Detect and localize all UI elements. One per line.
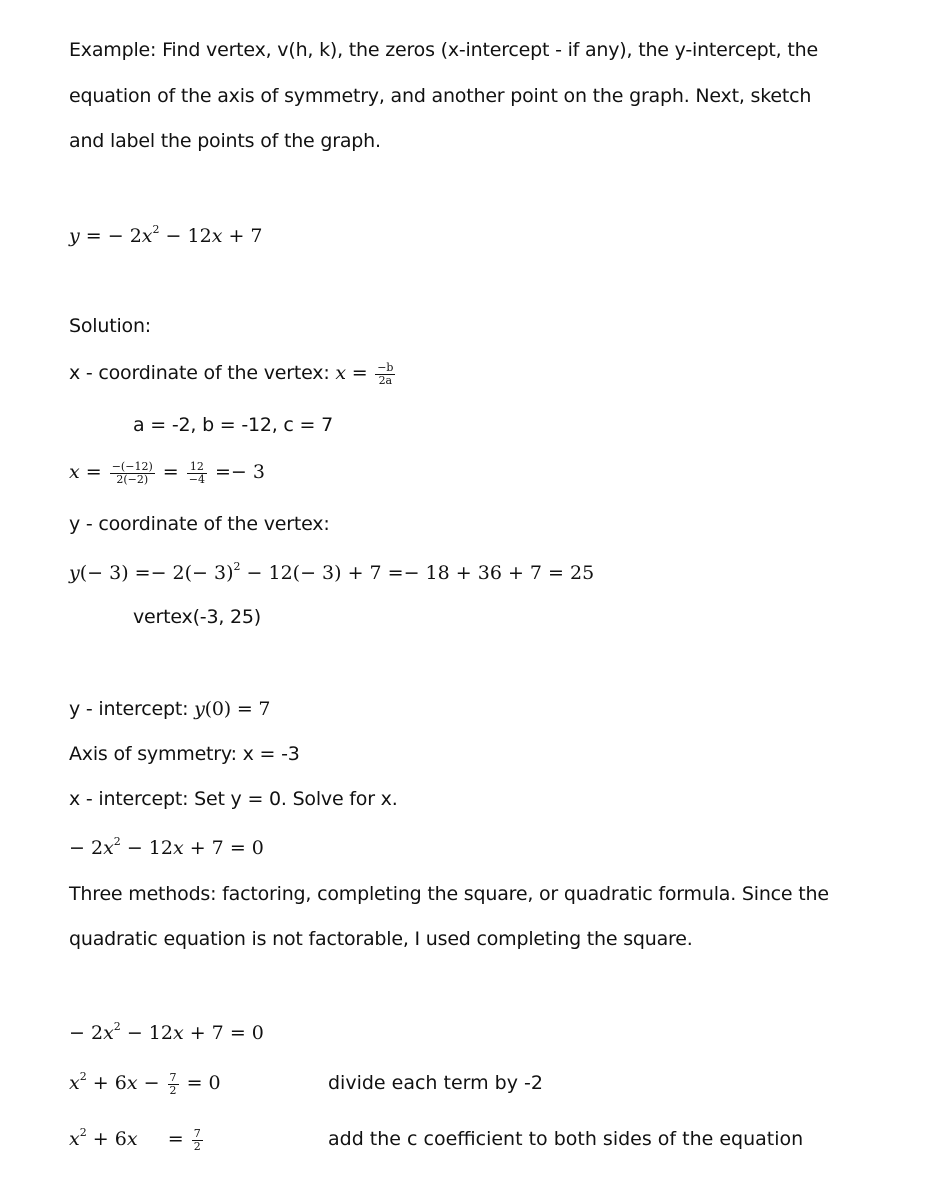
- y-coordinate-label: y - coordinate of the vertex:: [69, 513, 330, 535]
- step-3-fraction: $\frac{7}{2}$: [193, 1126, 201, 1153]
- x-intercept-label: x - intercept: Set y = 0. Solve for x.: [69, 788, 398, 810]
- x-intercept-equation: − $2x^2 - 12x + 7 = 0$: [69, 835, 264, 859]
- solution-label: Solution:: [69, 315, 152, 337]
- y-calc-line: $y(- 3) =- 2(- 3)^2 - 12(- 3) + 7 =- 18 + 36 + 7 = 25$: [69, 560, 595, 584]
- step-1-equation: − $2x^2 - 12x + 7 = 0$: [69, 1020, 264, 1044]
- x-calc-line: x = $\frac{-(-12)}{2(-2)}$ = $\frac{12}{-4}$ =− 3: [69, 459, 265, 486]
- given-equation: y = − $2x^2 - 12x + 7$: [69, 223, 263, 247]
- y-intercept-line: y - intercept: y(0) = 7: [69, 698, 271, 720]
- step-2-fraction: $\frac{7}{2}$: [169, 1070, 177, 1097]
- axis-of-symmetry: Axis of symmetry: x = -3: [69, 743, 300, 765]
- intro-line-1: Example: Find vertex, v(h, k), the zeros (x-intercept - if any), the y-intercept, the: [69, 39, 818, 61]
- vertex-result: vertex(-3, 25): [133, 606, 262, 628]
- x-coordinate-line: x - coordinate of the vertex: x = $\frac{-b}{2a}$: [69, 360, 394, 387]
- methods-line-2: quadratic equation is not factorable, I used completing the square.: [69, 928, 693, 950]
- vertex-x-formula-fraction: $\frac{-b}{2a}$: [377, 360, 394, 387]
- coefficients-line: a = -2, b = -12, c = 7: [133, 414, 333, 436]
- step-2-equation: $x^2 + 6x$ − $\frac{7}{2}$ = 0: [69, 1070, 221, 1097]
- intro-line-2: equation of the axis of symmetry, and another point on the graph. Next, sketch: [69, 85, 812, 107]
- x-calc-fraction-2: $\frac{12}{-4}$: [188, 459, 205, 486]
- step-3-equation: $x^2 + 6x$ = $\frac{7}{2}$: [69, 1126, 201, 1153]
- intro-line-3: and label the points of the graph.: [69, 130, 381, 152]
- methods-line-1: Three methods: factoring, completing the square, or quadratic formula. Since the: [69, 883, 829, 905]
- step-2-note: divide each term by -2: [328, 1072, 543, 1094]
- x-calc-fraction-1: $\frac{-(-12)}{2(-2)}$: [111, 459, 153, 486]
- step-3-note: add the c coefficient to both sides of the equation: [328, 1128, 804, 1150]
